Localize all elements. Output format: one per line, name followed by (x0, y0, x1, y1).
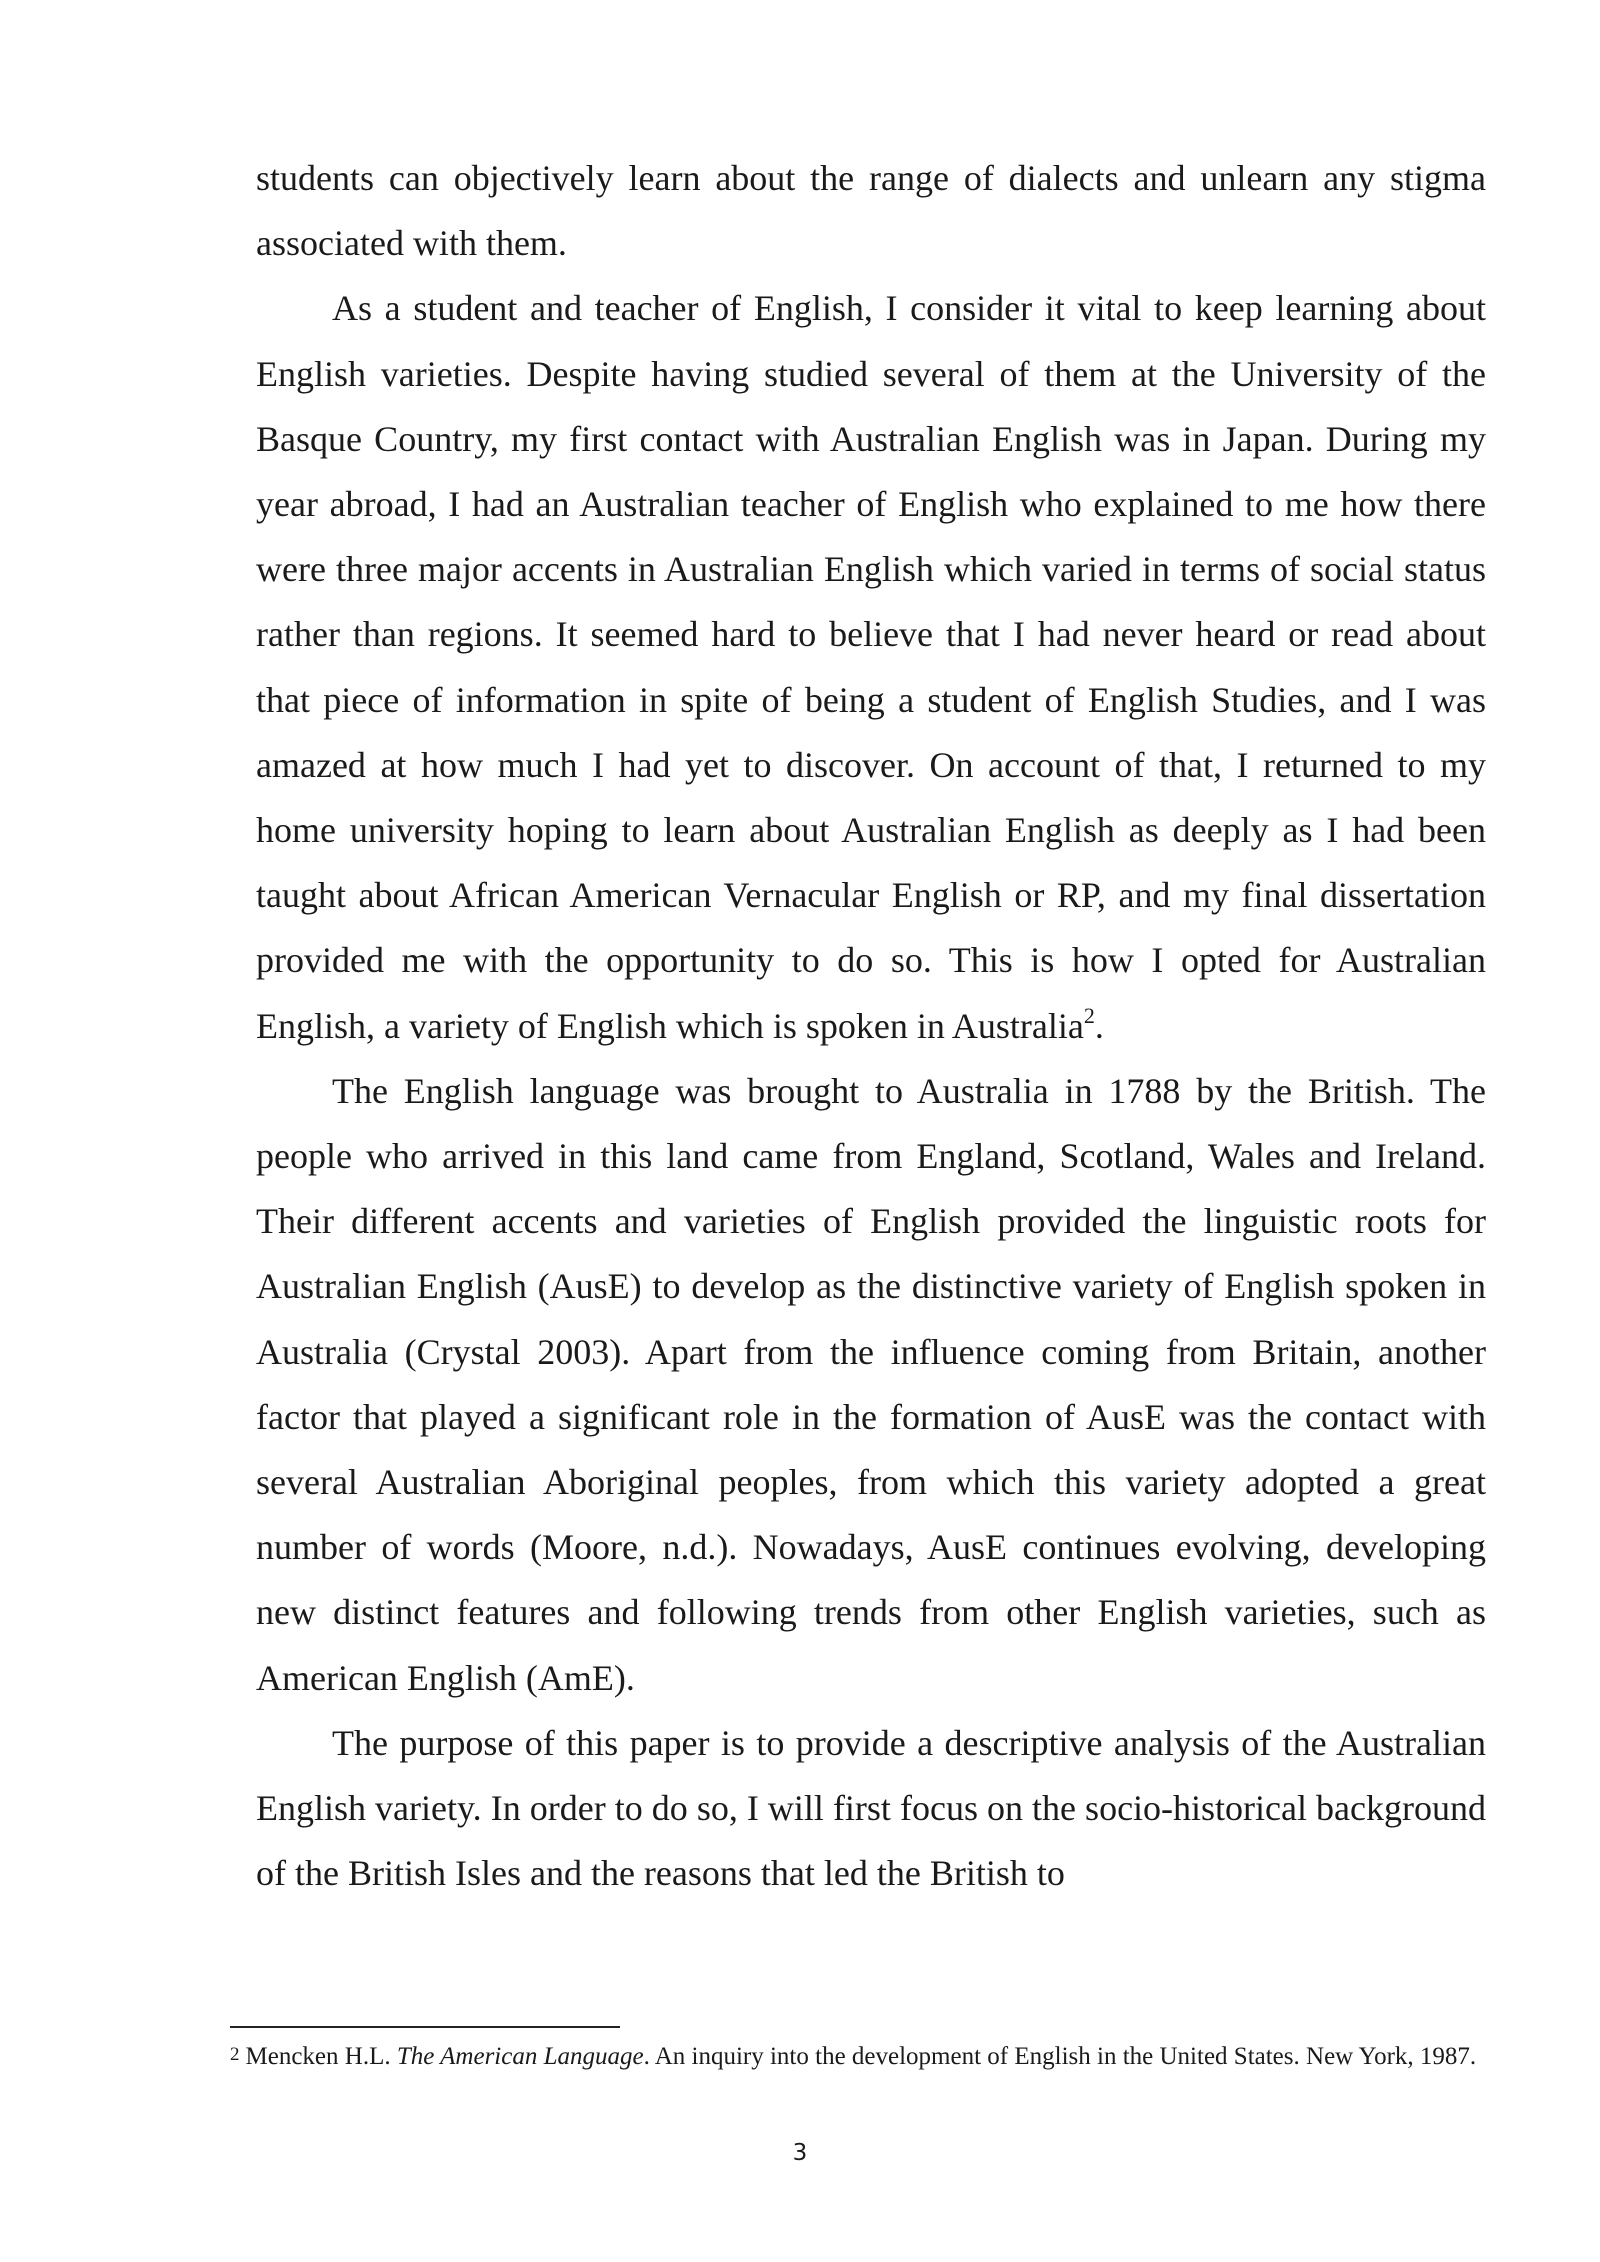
paragraph-2 (256, 276, 1486, 1058)
paragraph-1-text: students can objectively learn about the range of dialects and unlearn any stigma associated with them. (256, 158, 1486, 264)
paragraph-3-text: The English language was brought to Australia in 1788 by the British. The people who arrived in this land came from England, Scotland, Wales and Ireland. Their different accents and varieties of English provided the linguistic roots for Australian English (AusE) to develop as the distinctive variety of English spoken in Australia (Crystal 2003). Apart from the influence coming from Britain, another factor that played a significant role in the formation of AusE was the contact with several Australian Aboriginal peoples, from which this variety adopted a great number of words (Moore, n.d.). Nowadays, AusE continues evolving, developing new distinct features and following trends from other English varieties, such as American English (AmE). (256, 1070, 1486, 1698)
footnote (230, 2040, 1488, 2073)
paragraph-3 (256, 1059, 1486, 1711)
footnote-title: The American Language (396, 2043, 644, 2070)
paragraph-2-text: As a student and teacher of English, I consider it vital to keep learning about English varieties. Despite having studied several of them at the University of the Basque Country, my first contact with Australian English was in Japan. During my year abroad, I had an Australian teacher of English who explained to me how there were three major accents in Australian English which varied in terms of social status rather than regions. It seemed hard to believe that I had never heard or read about that piece of information in spite of being a student of English Studies, and I was amazed at how much I had yet to discover. On account of that, I returned to my home university hoping to learn about Australian English as deeply as I had been taught about African American Vernacular English or RP, and my final dissertation provided me with the opportunity to do so. This is how I opted for Australian English, a variety of English which is spoken in Australia (256, 288, 1486, 1046)
body-text (256, 146, 1486, 1906)
paragraph-4 (256, 1711, 1486, 1907)
footnote-reference[interactable]: 2 (1083, 1002, 1095, 1028)
paragraph-1 (256, 146, 1486, 276)
page-number: 3 (792, 2140, 808, 2166)
paragraph-4-text: The purpose of this paper is to provide a descriptive analysis of the Australian English variety. In order to do so, I will first focus on the socio-historical background of the British Isles and the reasons that led the British to (256, 1722, 1486, 1894)
footnote-marker: 2 (230, 2044, 240, 2065)
footnote-author: Mencken H.L. (245, 2043, 397, 2070)
footnote-details: . An inquiry into the development of English in the United States. New York, 1987. (643, 2043, 1477, 2070)
paragraph-2-end: . (1094, 1005, 1104, 1046)
footnote-separator (230, 2026, 620, 2028)
